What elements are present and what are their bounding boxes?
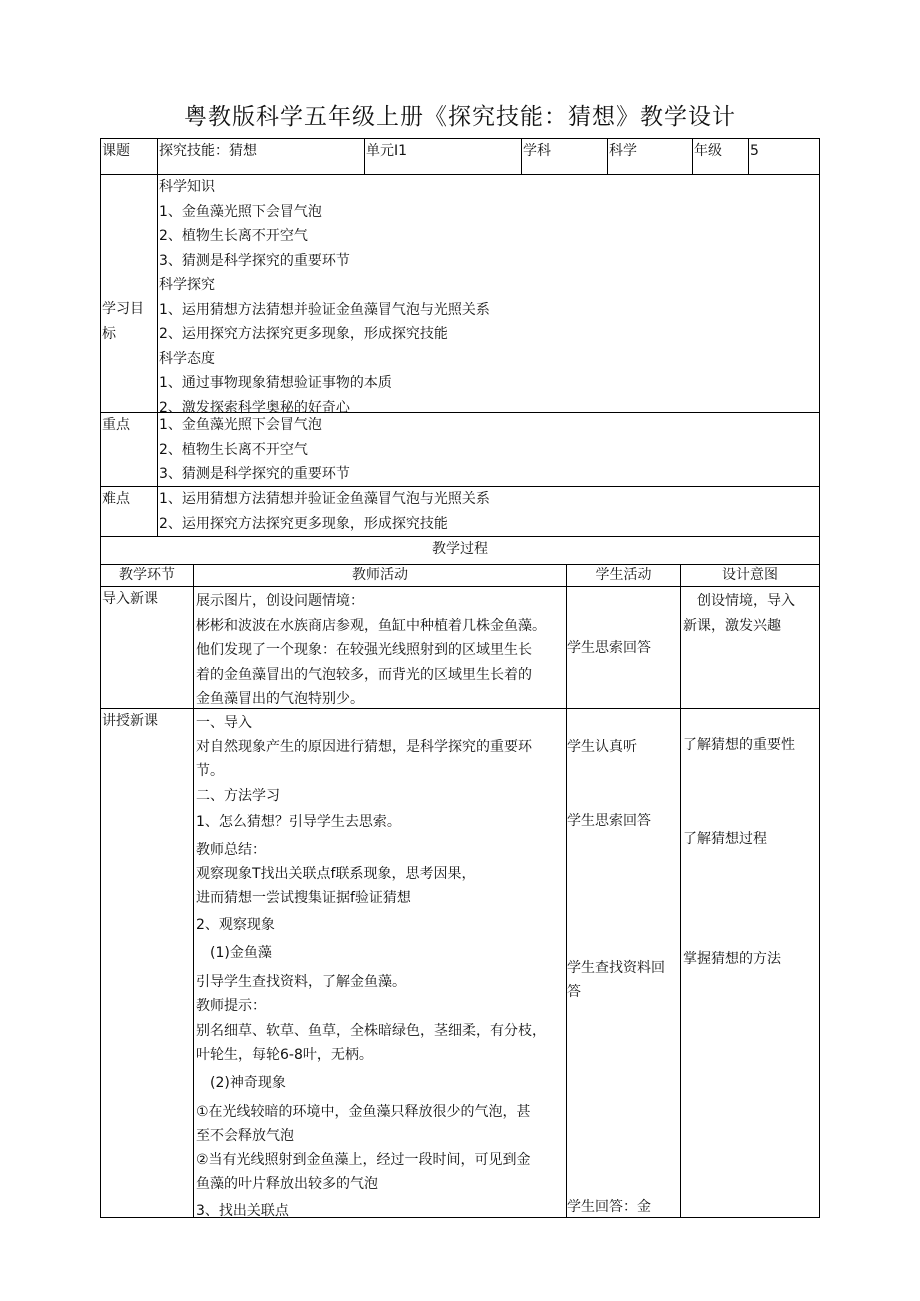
intro-teacher-line: 展示图片，创设问题情境： xyxy=(196,593,364,609)
objectives-line: 3、猜测是科学探究的重要环节 xyxy=(159,252,350,269)
intro-intent-line: 新课，激发兴趣 xyxy=(683,617,781,634)
unit-cell xyxy=(365,139,522,175)
intro-student-cell xyxy=(567,587,681,709)
objectives-line: 2、运用探究方法探究更多现象，形成探究技能 xyxy=(159,326,448,342)
col-header-teacher xyxy=(194,565,567,587)
teach-teacher-line: 别名细草、软草、鱼草，全株暗绿色，茎细柔，有分枝， xyxy=(196,1023,546,1039)
teach-teacher-line: 引导学生查找资料，了解金鱼藻。 xyxy=(196,974,406,990)
intro-intent-line: 创设情境，导入 xyxy=(697,593,795,609)
intro-teacher-line: 他们发现了一个现象：在较强光线照射到的区域里生长 xyxy=(196,642,532,658)
objectives-line: 科学探究 xyxy=(159,277,215,293)
grade-value: 5 xyxy=(750,143,759,159)
objectives-line: 科学态度 xyxy=(159,350,215,367)
objectives-label-line: 学习目 xyxy=(102,301,144,317)
subject-label-cell xyxy=(522,139,608,175)
topic-value-cell xyxy=(158,139,365,175)
process-title: 教学过程 xyxy=(432,541,488,557)
teach-student-2: 学生思索回答 xyxy=(567,813,651,829)
intro-teacher-line: 着的金鱼藻冒出的气泡较多，而背光的区域里生长着的 xyxy=(196,666,532,683)
difficulties-label-cell xyxy=(101,487,158,537)
teach-teacher-line: ②当有光线照射到金鱼藻上，经过一段时间，可见到金 xyxy=(196,1152,531,1168)
grade-value-cell xyxy=(749,139,819,175)
key-point-line: 1、金鱼藻光照下会冒气泡 xyxy=(159,417,322,433)
difficulty-line: 2、运用探究方法探究更多现象，形成探究技能 xyxy=(159,515,448,532)
topic-label: 课题 xyxy=(102,143,130,159)
intro-teacher-line: 金鱼藻冒出的气泡特别少。 xyxy=(196,691,364,707)
teach-intent-cell xyxy=(681,709,819,1217)
teach-student-3-line: 答 xyxy=(567,984,581,1000)
unit-label: 单元I1 xyxy=(366,143,408,159)
teach-teacher-line: 节。 xyxy=(196,763,224,779)
teach-teacher-cell xyxy=(194,709,567,1217)
teach-teacher-line: 鱼藻的叶片释放出较多的气泡 xyxy=(196,1176,378,1192)
subject-value-cell xyxy=(608,139,693,175)
objectives-line: 科学知识 xyxy=(159,179,215,195)
col-header-intent-label: 设计意图 xyxy=(722,567,778,583)
teach-teacher-line: ①在光线较暗的环境中，金鱼藻只释放很少的气泡，甚 xyxy=(196,1104,531,1120)
lesson-plan-table xyxy=(100,138,820,1218)
key-point-line: 2、植物生长离不开空气 xyxy=(159,441,308,458)
teach-teacher-line: 2、观察现象 xyxy=(196,917,275,933)
objectives-line: 2、植物生长离不开空气 xyxy=(159,228,308,244)
difficulties-content-cell xyxy=(158,487,819,537)
grade-label: 年级 xyxy=(694,143,722,159)
process-title-cell xyxy=(101,537,819,565)
teach-teacher-line: 1、怎么猜想？引导学生去思索。 xyxy=(196,814,401,830)
key-points-label-cell xyxy=(101,413,158,487)
intro-teacher-line: 彬彬和波波在水族商店参观，鱼缸中种植着几株金鱼藻。 xyxy=(196,617,546,634)
subject-value: 科学 xyxy=(609,143,637,159)
objectives-line: 1、通过事物现象猜想验证事物的本质 xyxy=(159,375,392,391)
teach-stage: 讲授新课 xyxy=(102,713,158,729)
teach-teacher-line: 对自然现象产生的原因进行猜想，是科学探究的重要环 xyxy=(196,739,532,755)
teach-teacher-line: 二、方法学习 xyxy=(196,788,280,804)
col-header-stage xyxy=(101,565,194,587)
teach-teacher-line: (1)金鱼藻 xyxy=(210,945,272,961)
grade-label-cell xyxy=(693,139,749,175)
intro-teacher-cell xyxy=(194,587,567,709)
objectives-line: 1、金鱼藻光照下会冒气泡 xyxy=(159,203,322,220)
teach-intent-2: 了解猜想过程 xyxy=(683,831,767,847)
difficulty-line: 1、运用猜想方法猜想并验证金鱼藻冒气泡与光照关系 xyxy=(159,491,490,507)
col-header-stage-label: 教学环节 xyxy=(119,567,175,583)
teach-teacher-line: 教师提示： xyxy=(196,998,266,1014)
objectives-line: 2、激发探索科学奥秘的好奇心 xyxy=(159,399,350,416)
intro-intent-cell xyxy=(681,587,819,709)
teach-student-4: 学生回答：金 xyxy=(567,1199,651,1215)
teach-teacher-line: (2)神奇现象 xyxy=(210,1075,286,1091)
col-header-intent xyxy=(681,565,819,587)
teach-teacher-line: 进而猜想一尝试搜集证据f验证猜想 xyxy=(196,890,411,906)
teach-teacher-line: 3、找出关联点 xyxy=(196,1203,289,1219)
topic-label-cell xyxy=(101,139,158,175)
teach-intent-3: 掌握猜想的方法 xyxy=(683,951,781,967)
difficulties-label: 难点 xyxy=(102,491,130,507)
objectives-label-line: 标 xyxy=(102,325,116,342)
topic-value: 探究技能：猜想 xyxy=(159,143,257,159)
key-point-line: 3、猜测是科学探究的重要环节 xyxy=(159,466,350,482)
page-title: 粤教版科学五年级上册《探究技能：猜想》教学设计 xyxy=(184,104,736,130)
objectives-content-cell xyxy=(158,175,819,416)
key-points-label: 重点 xyxy=(102,417,130,433)
teach-student-3-line: 学生查找资料回 xyxy=(567,960,665,976)
teach-intent-1: 了解猜想的重要性 xyxy=(683,737,795,753)
intro-student: 学生思索回答 xyxy=(567,640,651,656)
subject-label: 学科 xyxy=(523,143,551,159)
teach-teacher-line: 至不会释放气泡 xyxy=(196,1128,294,1144)
col-header-teacher-label: 教师活动 xyxy=(352,567,408,583)
teach-stage-cell xyxy=(101,709,194,1217)
objectives-label-cell xyxy=(101,175,158,413)
col-header-student xyxy=(567,565,681,587)
key-points-content-cell xyxy=(158,413,819,487)
intro-stage: 导入新课 xyxy=(102,591,158,607)
intro-stage-cell xyxy=(101,587,194,709)
teach-teacher-line: 叶轮生，每轮6-8叶，无柄。 xyxy=(196,1047,373,1063)
teach-student-1: 学生认真听 xyxy=(567,739,637,755)
teach-teacher-line: 观察现象T找出关联点f联系现象，思考因果， xyxy=(196,866,476,882)
teach-teacher-line: 教师总结： xyxy=(196,842,266,858)
col-header-student-label: 学生活动 xyxy=(595,567,652,583)
objectives-line: 1、运用猜想方法猜想并验证金鱼藻冒气泡与光照关系 xyxy=(159,301,490,318)
teach-student-cell xyxy=(567,709,681,1217)
teach-teacher-line: 一、导入 xyxy=(196,715,252,731)
